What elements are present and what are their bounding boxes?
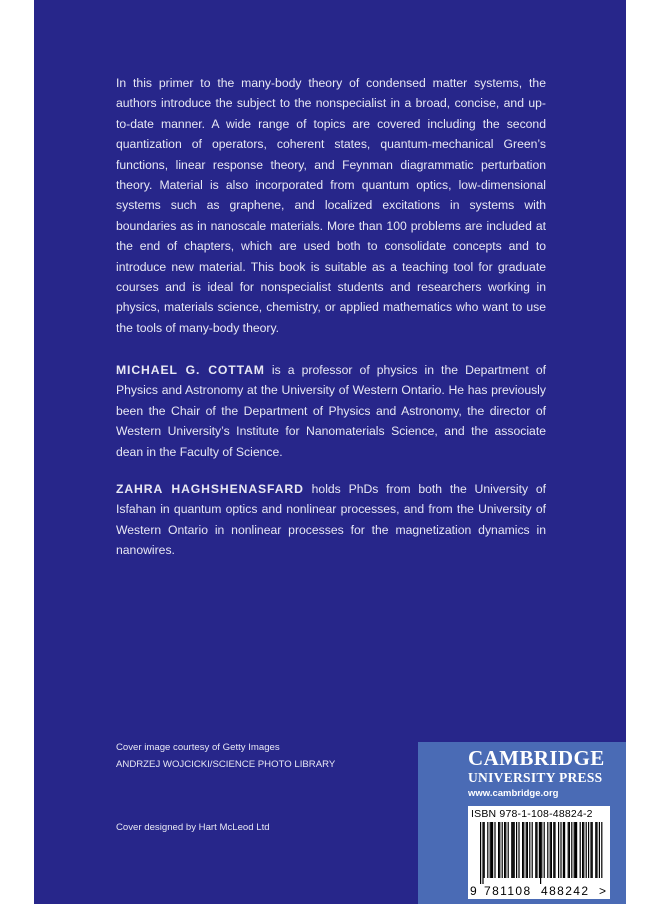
barcode-bar: [504, 822, 505, 878]
author-name: ZAHRA HAGHSHENASFARD: [116, 482, 304, 496]
barcode-bar: [547, 822, 548, 878]
barcode-bar: [514, 822, 515, 878]
barcode-bar: [564, 822, 565, 878]
barcode-bar: [554, 822, 555, 878]
barcode-bar: [596, 822, 597, 878]
barcode-bar: [539, 822, 540, 878]
book-description: In this primer to the many-body theory of condensed matter systems, the authors introduce the subject to the nonspecialist in a broad, concise, and up-to-date manner. A wide range of topics are covered including the second quantization of operators, coherent states, quantum-mechanical Green’s functions, linear response theory, and Feynman diagrammatic perturbation theory. Material is also incorporated from quantum optics, low-dimensional systems such as graphene, and localized excitations in systems with boundaries as in nanoscale materials. More than 100 problems are included at the end of chapters, which are used both to consolidate concepts and to introduce new material. This book is suitable as a teaching tool for graduate courses and is ideal for nonspecialist students and researchers working in physics, materials science, chemistry, or applied mathematics who want to use the tools of many-body theory.: [116, 76, 546, 335]
barcode-bar: [592, 822, 593, 878]
author-bio-haghshenasfard: [116, 479, 546, 561]
photo-library-credit: ANDRZEJ WOJCICKI/SCIENCE PHOTO LIBRARY: [116, 759, 336, 770]
barcode-bar: [576, 822, 577, 878]
barcode-bar: [588, 822, 589, 878]
isbn-text: ISBN 978-1-108-48824-2: [471, 808, 593, 820]
barcode-bar: [541, 822, 542, 878]
barcode-bar: [595, 822, 596, 878]
publisher-panel: [418, 742, 626, 904]
barcode-bar: [529, 822, 530, 878]
author-bio-cottam: [116, 360, 546, 462]
barcode-bar: [536, 822, 537, 878]
barcode-bar: [535, 822, 536, 878]
barcode-bar: [580, 822, 581, 878]
barcode-bar: [563, 822, 564, 878]
barcode-quiet-mark: >: [599, 884, 607, 898]
barcode-bar: [568, 822, 569, 878]
barcode-bar: [551, 822, 552, 878]
barcode-digits-right: 488242: [541, 884, 590, 898]
barcode-bar: [540, 822, 541, 884]
barcode-bar: [527, 822, 528, 878]
barcode-icon: [468, 822, 610, 884]
barcode-bar: [550, 822, 551, 878]
barcode-bar: [583, 822, 584, 878]
publisher-subtitle: UNIVERSITY PRESS: [468, 770, 603, 785]
author-name: MICHAEL G. COTTAM: [116, 363, 265, 377]
publisher-name: CAMBRIDGE: [468, 746, 605, 770]
barcode-bar: [487, 822, 488, 878]
barcode-bar: [601, 822, 602, 878]
barcode-bar: [523, 822, 524, 878]
barcode-bar: [490, 822, 491, 878]
barcode-bar: [499, 822, 500, 878]
barcode-bar: [502, 822, 503, 878]
publisher-url[interactable]: www.cambridge.org: [468, 788, 559, 799]
barcode-bar: [582, 822, 583, 878]
barcode-bar: [590, 822, 591, 878]
barcode-bar: [574, 822, 575, 878]
barcode-bar: [544, 822, 545, 878]
author-bio-text: is a professor of physics in the Department of Physics and Astronomy at the University of Western Ontario. He has previously been the Chair of the Department of Physics and Astronomy, the director of Western University’s Institute for Nanomaterials Science, and the associate dean in the Faculty of Science.: [116, 363, 546, 459]
barcode-bar: [571, 822, 572, 878]
barcode-bar: [586, 822, 587, 878]
barcode-bar: [508, 822, 509, 878]
barcode-bar: [569, 822, 570, 878]
author-bio-text: holds PhDs from both the University of Isfahan in quantum optics and nonlinear processes, and from the University of Western Ontario in nonlinear processes for the magnetization dynamics in nanowires.: [116, 482, 546, 558]
barcode-bar: [512, 822, 513, 878]
barcode-bar: [482, 822, 483, 884]
barcode-label: [468, 806, 610, 899]
barcode-bar: [526, 822, 527, 878]
barcode-bar: [553, 822, 554, 878]
barcode-bar: [494, 822, 495, 878]
barcode-bar: [560, 822, 561, 878]
barcode-bar: [518, 822, 519, 878]
barcode-bar: [505, 822, 506, 878]
barcode-bar: [532, 822, 533, 878]
barcode-bar: [511, 822, 512, 878]
barcode-bar: [522, 822, 523, 878]
cover-image-credit: Cover image courtesy of Getty Images: [116, 742, 280, 753]
barcode-bar: [575, 822, 576, 878]
barcode-digits-left: 781108: [484, 884, 532, 898]
barcode-bar: [516, 822, 517, 878]
barcode-bar: [599, 822, 600, 878]
barcode-bar: [498, 822, 499, 878]
designer-credit: Cover designed by Hart McLeod Ltd: [116, 822, 270, 833]
barcode-bar: [484, 822, 485, 878]
barcode-bar: [480, 822, 481, 884]
barcode-bar: [558, 822, 559, 878]
barcode-bar: [492, 822, 493, 878]
barcode-digit-first: 9: [470, 884, 477, 898]
barcode-bar: [491, 822, 492, 878]
